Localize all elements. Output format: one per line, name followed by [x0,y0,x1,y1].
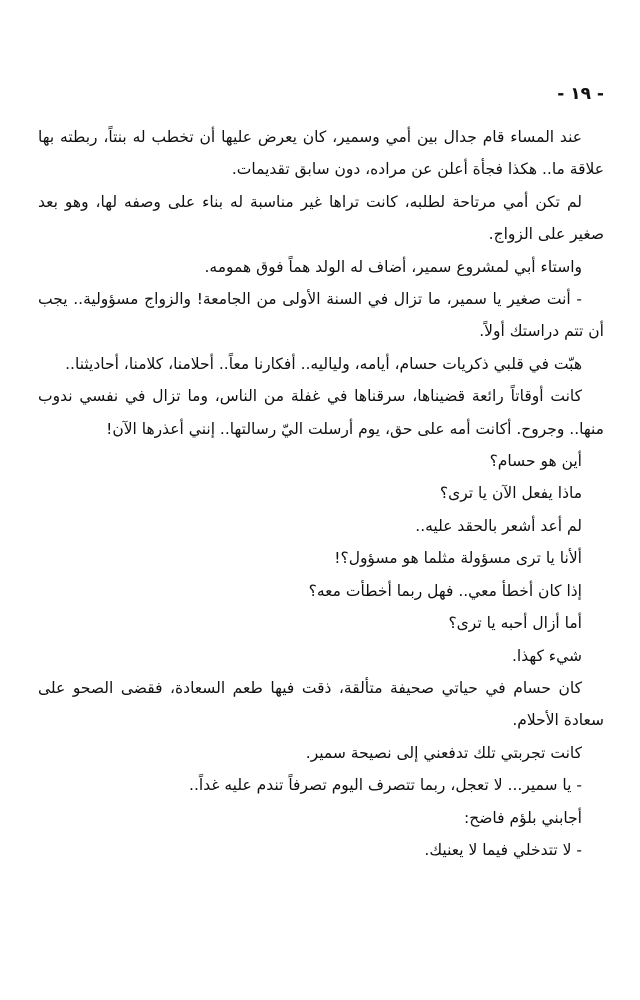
paragraph: ألأنا يا ترى مسؤولة مثلما هو مسؤول؟! [334,549,582,568]
paragraph: أين هو حسام؟ [489,452,582,471]
paragraph: عند المساء قام جدال بين أمي وسمير، كان يعرض عليها أن تخطب له بنتاً، ربطته بها علاقة ما.. هكذا فجأة أعلن عن مراده، دون سابق تقديمات. [38,128,604,179]
paragraph: شيء كهذا. [511,646,582,665]
paragraph: لم أعد أشعر بالحقد عليه.. [415,516,582,535]
paragraph: واستاء أبي لمشروع سمير، أضاف له الولد هماً فوق همومه. [204,257,582,276]
paragraph: كانت أوقاتاً رائعة قضيناها، سرقناها في غفلة من الناس، وما تزال في نفسي ندوب منها.. وجروح. أكانت أمه على حق، يوم أرسلت اليّ رسالتها.. إنني أعذرها الآن! [38,387,604,438]
paragraph: لم تكن أمي مرتاحة لطلبه، كانت تراها غير مناسبة له بناء على وصفه لها، وهو بعد صغير على الزواج. [38,192,604,244]
paragraph: - يا سمير... لا تعجل، ربما تتصرف اليوم تصرفاً تندم عليه غداً.. [189,776,582,795]
page-body [38,121,604,866]
paragraph: - أنت صغير يا سمير، ما تزال في السنة الأولى من الجامعة! والزواج مسؤولية.. يجب أن تتم دراستك أولاً. [38,290,604,341]
paragraph: إذا كان أخطأ معي.. فهل ربما أخطأت معه؟ [308,581,582,600]
page-number: - ١٩ - [557,84,604,104]
paragraph: ماذا يفعل الآن يا ترى؟ [439,484,582,503]
paragraph: أما أزال أحبه يا ترى؟ [448,614,582,633]
paragraph: أجابني بلؤم فاضح: [464,808,582,827]
paragraph: كان حسام في حياتي صحيفة متألقة، ذقت فيها طعم السعادة، فقضى الصحو على سعادة الأحلام. [38,678,604,730]
paragraph: - لا تتدخلي فيما لا يعنيك. [424,840,582,859]
paragraph: كانت تجربتي تلك تدفعني إلى نصيحة سمير. [305,743,582,762]
paragraph: هبّت في قلبي ذكريات حسام، أيامه، ولياليه.. أفكارنا معاً.. أحلامنا، كلامنا، أحاديثنا.. [65,354,582,373]
